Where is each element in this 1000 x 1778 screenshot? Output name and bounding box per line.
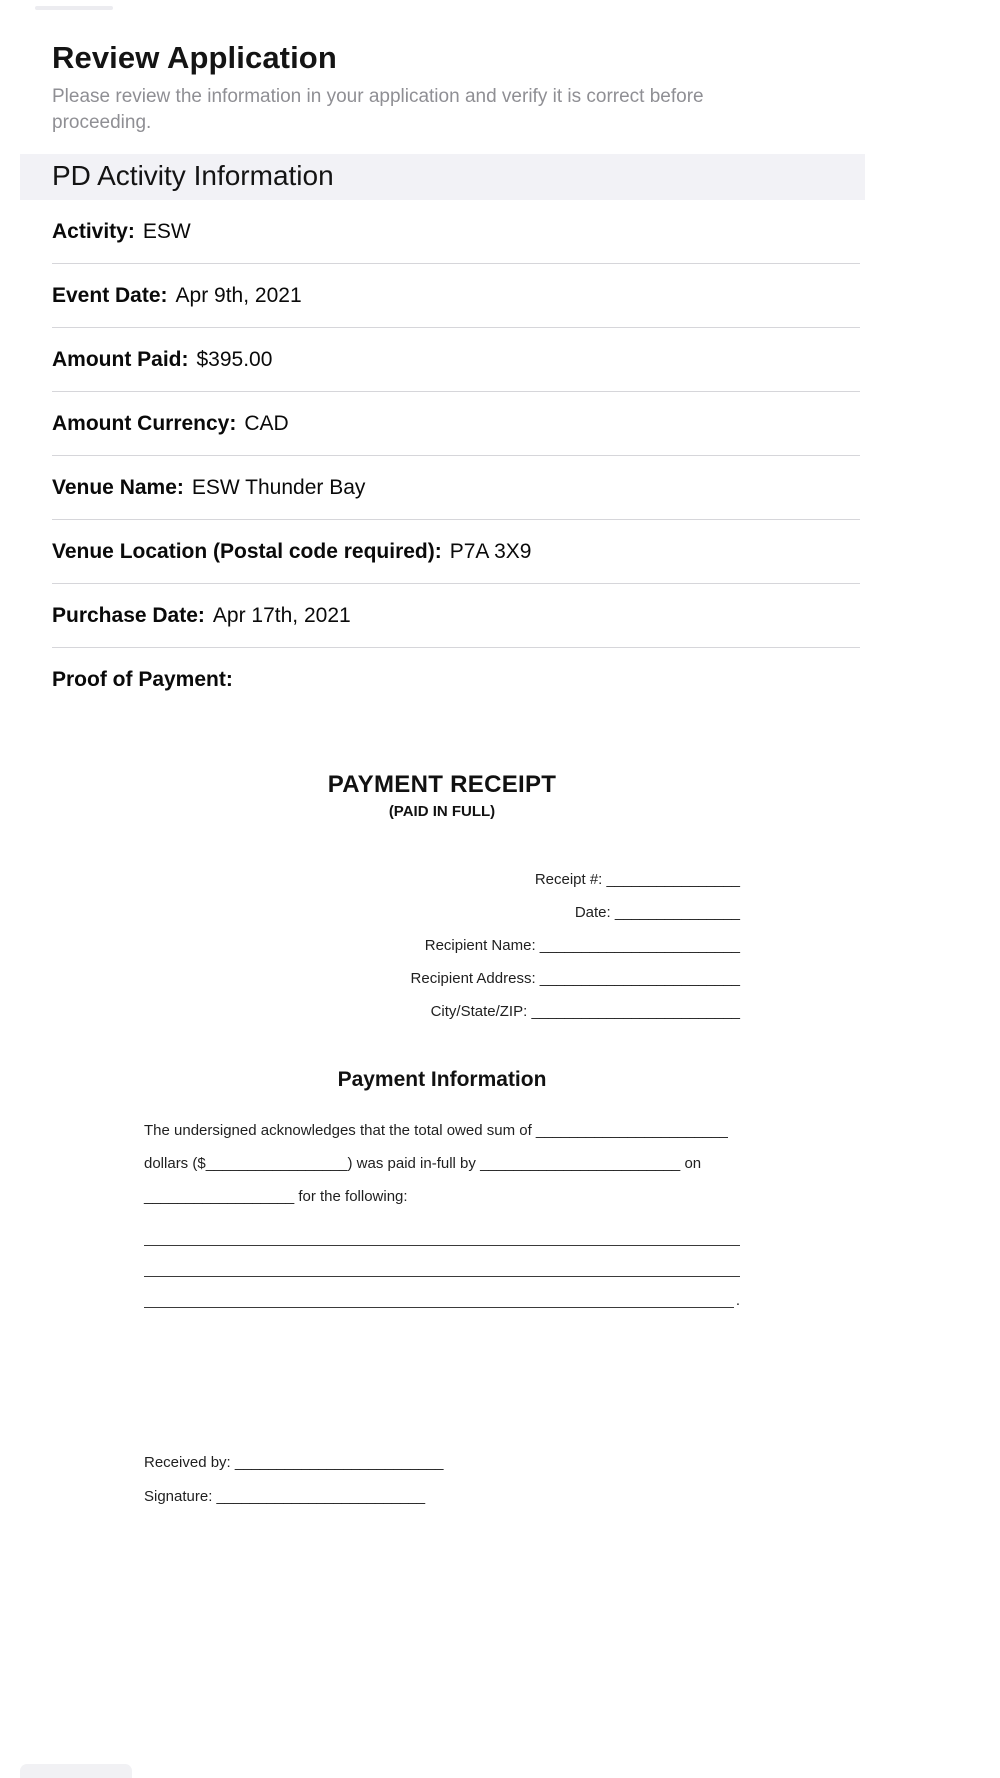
field-label: Proof of Payment: (52, 668, 233, 691)
signature-line: Signature: _________________________ (144, 1488, 426, 1505)
field-label: Activity: (52, 220, 135, 243)
field-row-purchase-date (52, 584, 860, 648)
page-subtitle: Please review the information in your application and verify it is correct before proceeding. (52, 86, 704, 133)
recipient-address-line: Recipient Address: ________________________ (410, 970, 740, 987)
field-label: Venue Name: (52, 476, 184, 499)
field-row-proof-of-payment (52, 648, 860, 711)
field-value: CAD (244, 412, 289, 435)
receipt-signature-block (144, 1446, 740, 1514)
receipt-body-paragraph (144, 1114, 740, 1213)
review-field-list (52, 200, 860, 711)
blank-rule-line (144, 1246, 740, 1277)
field-value: P7A 3X9 (449, 540, 532, 563)
page-title: Review Application (52, 40, 337, 75)
field-value: ESW Thunder Bay (191, 476, 366, 499)
city-state-zip-line: City/State/ZIP: _________________________ (430, 1003, 740, 1020)
receipt-subtitle: (PAID IN FULL) (388, 803, 496, 820)
section-title: PD Activity Information (52, 160, 334, 191)
field-label: Purchase Date: (52, 604, 205, 627)
rule (144, 1307, 734, 1308)
payment-information-heading: Payment Information (337, 1068, 547, 1091)
receipt-date-line: Date: _______________ (574, 904, 740, 921)
receipt-blank-lines (144, 1215, 740, 1308)
rule (144, 1245, 740, 1246)
partial-element-bottom (20, 1764, 132, 1778)
receipt-body-line: The undersigned acknowledges that the total owed sum of _______________________ (144, 1122, 728, 1139)
field-row-amount-currency (52, 392, 860, 456)
scroll-indicator (35, 6, 113, 10)
received-by-line: Received by: _________________________ (144, 1454, 444, 1471)
rule (144, 1276, 740, 1277)
blank-rule-line (144, 1215, 740, 1246)
field-row-event-date (52, 264, 860, 328)
recipient-name-line: Recipient Name: ________________________ (424, 937, 740, 954)
payment-receipt-document (144, 771, 740, 1514)
field-value: $395.00 (196, 348, 273, 371)
field-label: Amount Currency: (52, 412, 237, 435)
field-row-venue-location (52, 520, 860, 584)
blank-rule-line (144, 1277, 740, 1308)
field-label: Venue Location (Postal code required): (52, 540, 442, 563)
field-label: Event Date: (52, 284, 168, 307)
page-header (0, 0, 1000, 136)
field-row-activity (52, 200, 860, 264)
field-value: Apr 9th, 2021 (175, 284, 302, 307)
receipt-body-line: dollars ($_________________) was paid in-full by ________________________ on (144, 1155, 702, 1172)
receipt-number-line: Receipt #: ________________ (534, 871, 740, 888)
line-terminator: . (735, 1292, 740, 1309)
field-value: Apr 17th, 2021 (212, 604, 351, 627)
receipt-meta-block (144, 863, 740, 1028)
field-row-amount-paid (52, 328, 860, 392)
receipt-title: PAYMENT RECEIPT (327, 771, 557, 798)
field-value: ESW (142, 220, 191, 243)
field-label: Amount Paid: (52, 348, 189, 371)
field-row-venue-name (52, 456, 860, 520)
section-header-pd-activity (20, 154, 865, 200)
receipt-body-line: __________________ for the following: (144, 1188, 408, 1205)
